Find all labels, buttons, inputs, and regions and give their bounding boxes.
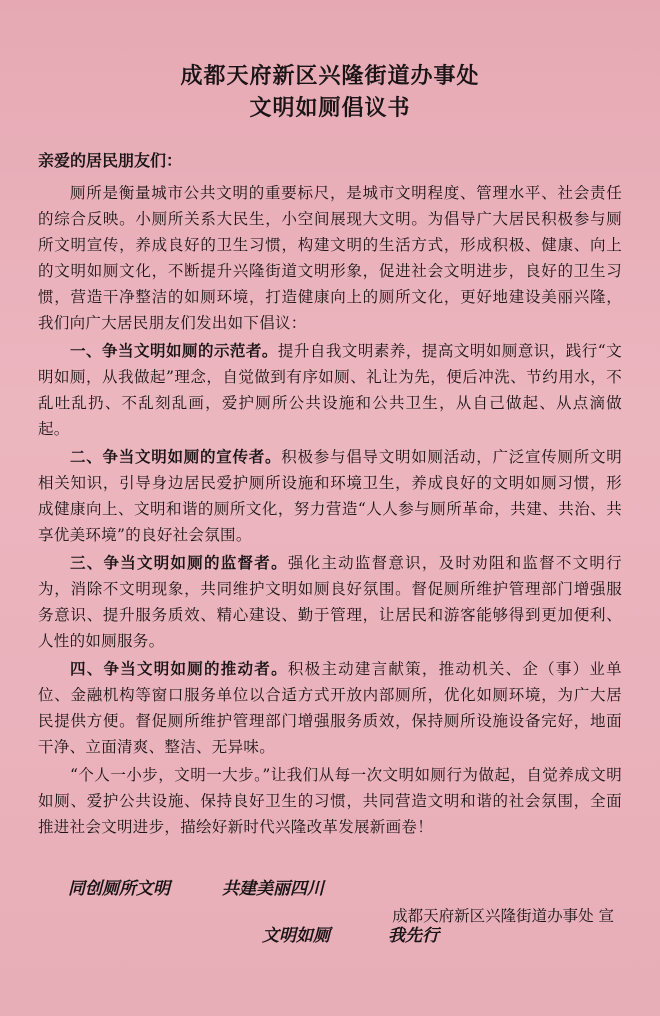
title-line-1: 成都天府新区兴隆街道办事处 xyxy=(180,63,480,89)
section-4 xyxy=(38,656,622,760)
section-1-lead: 一、争当文明如厕的示范者。 xyxy=(70,341,278,360)
section-3-body: 强化主动监督意识，及时劝阻和监督不文明行为，消除不文明现象，共同维护文明如厕良好氛围。督促厕所维护管理部门增强服务意识、提升服务质效、精心建设、勤于管理，让居民和游客能够得到更加便利、人性的如厕服务。 xyxy=(38,554,622,650)
section-3 xyxy=(38,550,622,654)
closing-paragraph: “个人一小步，文明一大步。”让我们从每一次文明如厕行为做起，自觉养成文明如厕、爱护公共设施、保持良好卫生的习惯，共同营造文明和谐的社会氛围，全面推进社会文明进步，描绘好新时代兴隆改革发展新画卷！ xyxy=(38,766,622,836)
title-line-2: 文明如厕倡议书 xyxy=(249,95,411,121)
slogan-2: 共建美丽四川 xyxy=(222,879,324,899)
slogan-4: 我先行 xyxy=(388,926,439,946)
document-title xyxy=(38,60,622,124)
section-4-lead: 四、争当文明如厕的推动者。 xyxy=(70,659,288,678)
intro-paragraph: 厕所是衡量城市公共文明的重要标尺，是城市文明程度、管理水平、社会责任的综合反映。小厕所关系大民生，小空间展现大文明。为倡导广大居民积极参与厕所文明宣传，养成良好的卫生习惯，构建文明的生活方式，形成积极、健康、向上的文明如厕文化，不断提升兴隆街道文明形象，促进社会文明进步，良好的卫生习惯，营造干净整洁的如厕环境，打造健康向上的厕所文化，更好地建设美丽兴隆，我们向广大居民朋友们发出如下倡议： xyxy=(38,184,622,332)
section-1 xyxy=(38,338,622,442)
signature: 成都天府新区兴隆街道办事处 宣 xyxy=(392,907,614,925)
slogan-3: 文明如厕 xyxy=(262,926,330,946)
salutation: 亲爱的居民朋友们： xyxy=(38,151,183,170)
section-2-lead: 二、争当文明如厕的宣传者。 xyxy=(70,447,282,466)
section-2 xyxy=(38,444,622,548)
section-3-lead: 三、争当文明如厕的监督者。 xyxy=(70,553,288,572)
section-4-body: 积极主动建言献策，推动机关、企（事）业单位、金融机构等窗口服务单位以合适方式开放内部厕所，优化如厕环境，为广大居民提供方便。督促厕所维护管理部门增强服务质效，保持厕所设施设备完好，地面干净、立面清爽、整洁、无异味。 xyxy=(38,660,622,756)
section-2-body: 积极参与倡导文明如厕活动，广泛宣传厕所文明相关知识，引导身边居民爱护厕所设施和环境卫生，养成良好的文明如厕习惯，形成健康向上、文明和谐的厕所文化，努力营造“人人参与厕所革命，共建、共治、共享优美环境”的良好社会氛围。 xyxy=(38,448,622,544)
slogan-1: 同创厕所文明 xyxy=(68,879,170,899)
section-1-body: 提升自我文明素养，提高文明如厕意识，践行“文明如厕，从我做起”理念，自觉做到有序如厕、礼让为先，便后冲洗、节约用水，不乱吐乱扔、不乱刻乱画，爱护厕所公共设施和公共卫生，从自己做起、从点滴做起。 xyxy=(38,342,623,438)
slogan-row-1 xyxy=(38,874,622,899)
